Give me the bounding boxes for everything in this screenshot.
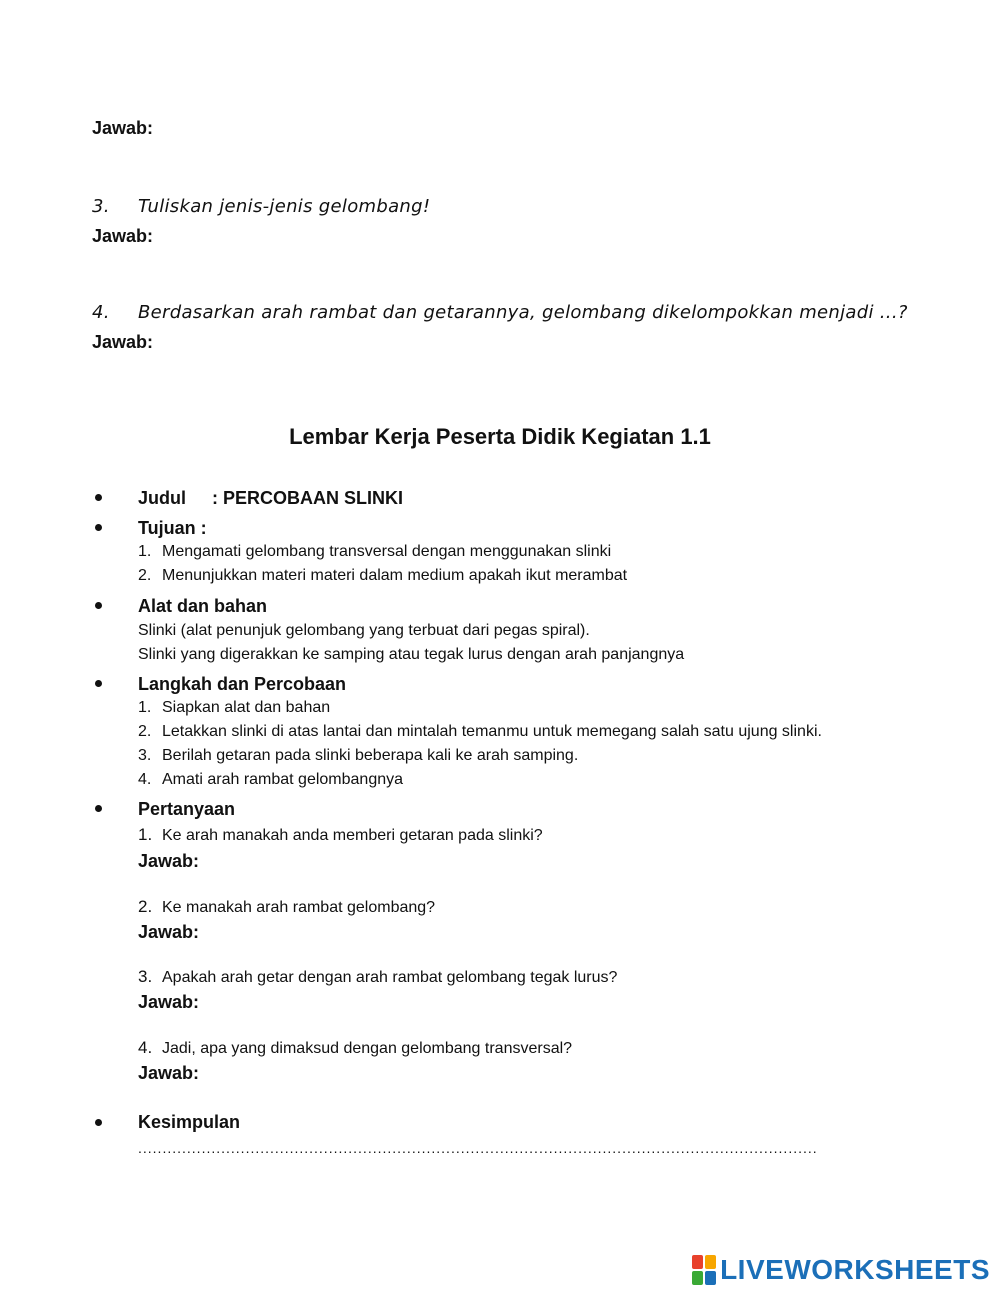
question-3-text: Tuliskan jenis-jenis gelombang! <box>138 196 431 217</box>
langkah-item-1: 1. Siapkan alat dan bahan <box>138 699 331 716</box>
tujuan-item-1: 1. Mengamati gelombang transversal dengan menggunakan slinki <box>138 543 612 560</box>
pertanyaan-item-4: 4. Jadi, apa yang dimaksud dengan gelombang transversal? <box>138 1038 573 1057</box>
question-3-number: 3. <box>92 196 110 217</box>
answer-label-3: Jawab: <box>92 226 154 246</box>
question-4-text: Berdasarkan arah rambat dan getarannya, gelombang dikelompokkan menjadi ...? <box>138 302 908 323</box>
liveworksheets-logo <box>692 1254 990 1286</box>
tujuan-item-2: 2. Menunjukkan materi materi dalam medium apakah ikut merambat <box>138 567 628 584</box>
pertanyaan-answer-label-2: Jawab: <box>138 922 200 942</box>
alat-label: Alat dan bahan <box>138 596 268 616</box>
pertanyaan-answer-label-1: Jawab: <box>138 851 200 871</box>
judul-value: : PERCOBAAN SLINKI <box>212 488 404 508</box>
tujuan-label: Tujuan : <box>138 518 207 538</box>
bullet-dot <box>95 524 102 531</box>
bullet-dot <box>95 494 102 501</box>
bullet-dot <box>95 602 102 609</box>
pertanyaan-answer-label-3: Jawab: <box>138 992 200 1012</box>
alat-line-2: Slinki yang digerakkan ke samping atau tegak lurus dengan arah panjangnya <box>138 646 685 663</box>
langkah-item-3: 3. Berilah getaran pada slinki beberapa kali ke arah samping. <box>138 747 579 764</box>
langkah-label: Langkah dan Percobaan <box>138 674 347 694</box>
answer-label-4: Jawab: <box>92 332 154 352</box>
brand-name: LIVEWORKSHEETS <box>720 1254 990 1285</box>
bullet-dot <box>95 1119 102 1126</box>
langkah-item-2: 2. Letakkan slinki di atas lantai dan mintalah temanmu untuk memegang salah satu ujung slinki. <box>138 723 822 740</box>
logo-squares-icon <box>692 1255 716 1285</box>
pertanyaan-item-2: 2. Ke manakah arah rambat gelombang? <box>138 897 436 916</box>
pertanyaan-answer-label-4: Jawab: <box>138 1063 200 1083</box>
bullet-dot <box>95 805 102 812</box>
kesimpulan-answer-line: ........................................................................................................................................... <box>138 1140 818 1156</box>
pertanyaan-item-1: 1. Ke arah manakah anda memberi getaran pada slinki? <box>138 825 543 844</box>
question-4-number: 4. <box>92 302 110 323</box>
worksheet-title: Lembar Kerja Peserta Didik Kegiatan 1.1 <box>289 424 711 449</box>
answer-label-2: Jawab: <box>92 118 154 138</box>
bullet-dot <box>95 680 102 687</box>
kesimpulan-label: Kesimpulan <box>138 1112 241 1132</box>
pertanyaan-label: Pertanyaan <box>138 799 236 819</box>
alat-line-1: Slinki (alat penunjuk gelombang yang terbuat dari pegas spiral). <box>138 622 590 639</box>
langkah-item-4: 4. Amati arah rambat gelombangnya <box>138 771 404 788</box>
judul-label: Judul <box>138 488 186 508</box>
pertanyaan-item-3: 3. Apakah arah getar dengan arah rambat gelombang tegak lurus? <box>138 967 618 986</box>
